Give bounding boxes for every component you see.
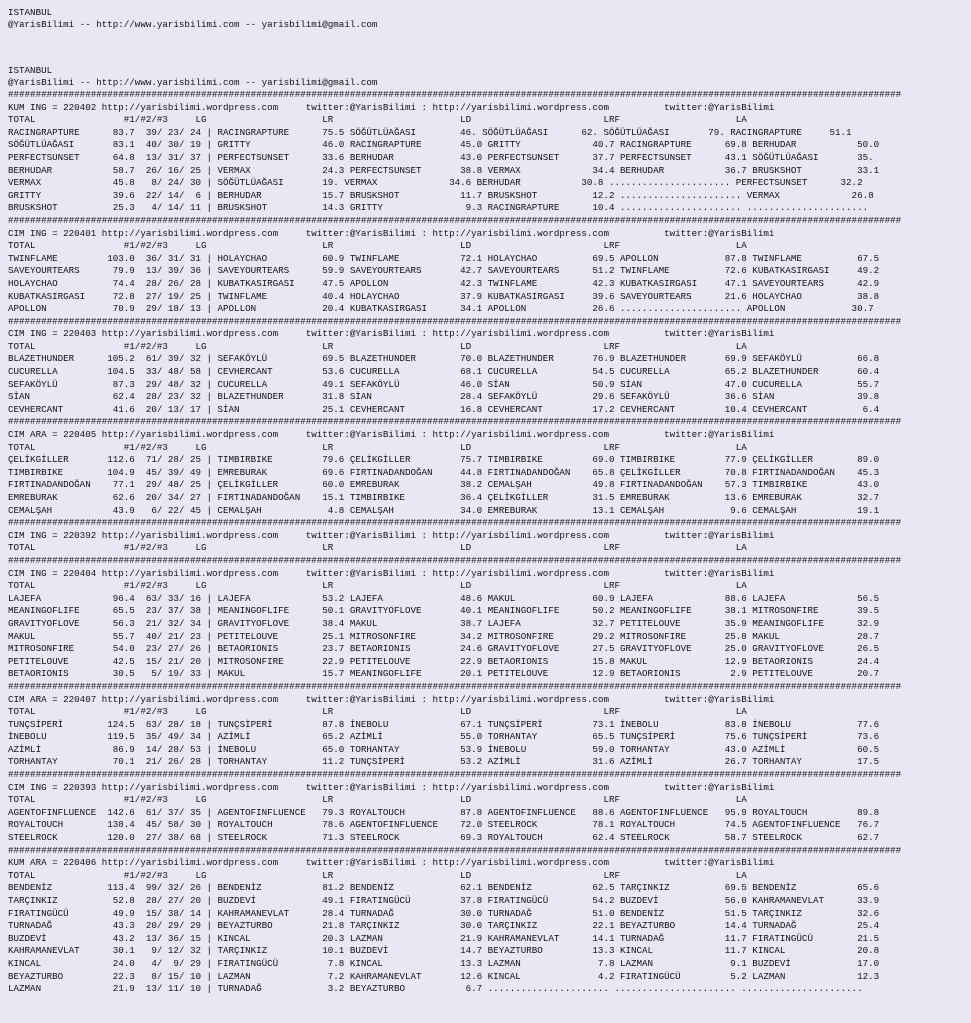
header-contact: @YarisBilimi -- http://www.yarisbilimi.com -- yarisbilimi@gmail.com (8, 77, 378, 88)
header-block-2 (8, 65, 971, 89)
header-contact: @YarisBilimi -- http://www.yarisbilimi.com -- yarisbilimi@gmail.com (8, 19, 378, 30)
header-block-1 (8, 7, 971, 31)
race-report-text: ################################################################################################################################################################## KUM ING = 220402 http://yarisbilimi.wordpress.com twitter:@YarisBilimi : http://yarisbilimi.wordpress.com twitter:@YarisBilimi TOTAL #1/#2/#3 LG LR LD LRF LA RACINGRAPTURE 83.7 39/ 23/ 24 | RACINGRAPTURE 75.5 SÖĞÜTLÜAĞASI 46. SÖĞÜTLÜAĞASI 62. SÖĞÜTLÜAĞASI 79. RACINGRAPTURE 51.1 SÖĞÜTLÜAĞASI 83.1 40/ 30/ 19 | GRITTY 46.0 RACINGRAPTURE 45.0 GRITTY 40.7 RACINGRAPTURE 69.8 BERHUDAR 50.0 PERFECTSUNSET 64.8 13/ 31/ 37 | PERFECTSUNSET 33.6 BERHUDAR 43.0 PERFECTSUNSET 37.7 PERFECTSUNSET 43.1 SÖĞÜTLÜAĞASI 35. BERHUDAR 58.7 26/ 16/ 25 | VERMAX 24.3 PERFECTSUNSET 38.8 VERMAX 34.4 BERHUDAR 36.7 BRUSKSHOT 33.1 VERMAX 45.8 8/ 24/ 30 | SÖĞÜTLÜAĞASI 19. VERMAX 34.6 BERHUDAR 30.8 ...................... PERFECTSUNSET 32.2 GRITTY 39.6 22/ 14/ 6 | BERHUDAR 15.7 BRUSKSHOT 11.7 BRUSKSHOT 12.2 ...................... VERMAX 26.8 BRUSKSHOT 25.3 4/ 14/ 11 | BRUSKSHOT 14.3 GRITTY 9.3 RACINGRAPTURE 10.4 ...................... ...................... ################################################################################################################################################################## CIM ING = 220401 http://yarisbilimi.wordpress.com twitter:@YarisBilimi : http://yarisbilimi.wordpress.com twitter:@YarisBilimi TOTAL #1/#2/#3 LG LR LD LRF LA TWINFLAME 103.0 36/ 31/ 31 | HOLAYCHAO 60.9 TWINFLAME 72.1 HOLAYCHAO 69.5 APOLLON 87.8 TWINFLAME 67.5 SAVEYOURTEARS 79.9 13/ 39/ 36 | SAVEYOURTEARS 59.9 SAVEYOURTEARS 42.7 SAVEYOURTEARS 51.2 TWINFLAME 72.6 KUBATKASIRGASI 49.2 HOLAYCHAO 74.4 28/ 26/ 28 | KUBATKASIRGASI 47.5 APOLLON 42.3 TWINFLAME 42.3 KUBATKASIRGASI 47.1 SAVEYOURTEARS 42.9 KUBATKASIRGASI 72.8 27/ 19/ 25 | TWINFLAME 40.4 HOLAYCHAO 37.9 KUBATKASIRGASI 39.6 SAVEYOURTEARS 21.6 HOLAYCHAO 38.8 APOLLON 70.9 29/ 18/ 13 | APOLLON 20.4 KUBATKASIRGASI 34.1 APOLLON 26.6 ...................... APOLLON 30.7 ################################################################################################################################################################## CIM ING = 220403 http://yarisbilimi.wordpress.com twitter:@YarisBilimi : http://yarisbilimi.wordpress.com twitter:@YarisBilimi TOTAL #1/#2/#3 LG LR LD LRF LA BLAZETHUNDER 105.2 61/ 39/ 32 | SEFAKÖYLÜ 69.5 BLAZETHUNDER 70.0 BLAZETHUNDER 76.9 BLAZETHUNDER 69.9 SEFAKÖYLÜ 66.8 CUCURELLA 104.5 33/ 48/ 58 | CEVHERCANT 53.6 CUCURELLA 68.1 CUCURELLA 54.5 CUCURELLA 65.2 BLAZETHUNDER 60.4 SEFAKÖYLÜ 87.3 29/ 48/ 32 | CUCURELLA 49.1 SEFAKÖYLÜ 46.0 SİAN 50.9 SİAN 47.0 CUCURELLA 55.7 SİAN 62.4 28/ 23/ 32 | BLAZETHUNDER 31.8 SİAN 28.4 SEFAKÖYLÜ 29.6 SEFAKÖYLÜ 36.6 SİAN 39.8 CEVHERCANT 41.6 20/ 13/ 17 | SİAN 25.1 CEVHERCANT 16.8 CEVHERCANT 17.2 CEVHERCANT 10.4 CEVHERCANT 6.4 ################################################################################################################################################################## CIM ARA = 220405 http://yarisbilimi.wordpress.com twitter:@YarisBilimi : http://yarisbilimi.wordpress.com twitter:@YarisBilimi TOTAL #1/#2/#3 LG LR LD LRF LA ÇELİKGİLLER 112.6 71/ 28/ 25 | TIMBIRBIKE 79.6 ÇELİKGİLLER 75.7 TIMBIRBIKE 69.0 TIMBIRBIKE 77.9 ÇELİKGİLLER 89.0 TIMBIRBIKE 104.9 45/ 39/ 49 | EMREBURAK 69.6 FIRTINADANDOĞAN 44.8 FIRTINADANDOĞAN 65.8 ÇELİKGİLLER 70.8 FIRTINADANDOĞAN 45.3 FIRTINADANDOĞAN 77.1 29/ 48/ 25 | ÇELİKGİLLER 60.0 EMREBURAK 38.2 CEMALŞAH 49.8 FIRTINADANDOĞAN 57.3 TIMBIRBIKE 43.0 EMREBURAK 62.6 20/ 34/ 27 | FIRTINADANDOĞAN 15.1 TIMBIRBIKE 36.4 ÇELİKGİLLER 31.5 EMREBURAK 13.6 EMREBURAK 32.7 CEMALŞAH 43.9 6/ 22/ 45 | CEMALŞAH 4.8 CEMALŞAH 34.0 EMREBURAK 13.1 CEMALŞAH 9.6 CEMALŞAH 19.1 ################################################################################################################################################################## CIM ING = 220392 http://yarisbilimi.wordpress.com twitter:@YarisBilimi : http://yarisbilimi.wordpress.com twitter:@YarisBilimi TOTAL #1/#2/#3 LG LR LD LRF LA ################################################################################################################################################################## CIM ING = 220404 http://yarisbilimi.wordpress.com twitter:@YarisBilimi : http://yarisbilimi.wordpress.com twitter:@YarisBilimi TOTAL #1/#2/#3 LG LR LD LRF LA LAJEFA 96.4 63/ 33/ 16 | LAJEFA 53.2 LAJEFA 48.6 MAKUL 60.9 LAJEFA 88.6 LAJEFA 56.5 MEANINGOFLIFE 65.5 23/ 37/ 38 | MEANINGOFLIFE 50.1 GRAVITYOFLOVE 40.1 MEANINGOFLIFE 50.2 MEANINGOFLIFE 38.1 MITROSONFIRE 39.5 GRAVITYOFLOVE 56.3 21/ 32/ 34 | GRAVITYOFLOVE 38.4 MAKUL 38.7 LAJEFA 32.7 PETITELOUVE 35.9 MEANINGOFLIFE 32.9 MAKUL 55.7 40/ 21/ 23 | PETITELOUVE 25.1 MITROSONFIRE 34.2 MITROSONFIRE 29.2 MITROSONFIRE 25.8 MAKUL 28.7 MITROSONFIRE 54.0 23/ 27/ 26 | BETAORIONIS 23.7 BETAORIONIS 24.6 GRAVITYOFLOVE 27.5 GRAVITYOFLOVE 25.0 GRAVITYOFLOVE 26.5 PETITELOUVE 42.5 15/ 21/ 20 | MITROSONFIRE 22.9 PETITELOUVE 22.9 BETAORIONIS 15.8 MAKUL 12.9 BETAORIONIS 24.4 BETAORIONIS 30.5 5/ 19/ 33 | MAKUL 15.7 MEANINGOFLIFE 20.1 PETITELOUVE 12.9 BETAORIONIS 2.9 PETITELOUVE 20.7 ################################################################################################################################################################## CIM ARA = 220407 http://yarisbilimi.wordpress.com twitter:@YarisBilimi : http://yarisbilimi.wordpress.com twitter:@YarisBilimi TOTAL #1/#2/#3 LG LR LD LRF LA TUNÇSİPERİ 124.5 63/ 28/ 18 | TUNÇSİPERİ 87.8 İNEBOLU 67.1 TUNÇSİPERİ 73.1 İNEBOLU 83.8 İNEBOLU 77.6 İNEBOLU 119.5 35/ 49/ 34 | AZİMLİ 65.2 AZİMLİ 55.0 TORHANTAY 65.5 TUNÇSİPERİ 75.6 TUNÇSİPERİ 73.6 AZİMLİ 86.9 14/ 28/ 53 | İNEBOLU 65.0 TORHANTAY 53.9 İNEBOLU 59.0 TORHANTAY 43.0 AZİMLİ 60.5 TORHANTAY 70.1 21/ 26/ 28 | TORHANTAY 11.2 TUNÇSİPERİ 53.2 AZİMLİ 31.6 AZİMLİ 26.7 TORHANTAY 17.5 ################################################################################################################################################################## CIM ING = 220393 http://yarisbilimi.wordpress.com twitter:@YarisBilimi : http://yarisbilimi.wordpress.com twitter:@YarisBilimi TOTAL #1/#2/#3 LG LR LD LRF LA AGENTOFINFLUENCE 142.6 61/ 37/ 35 | AGENTOFINFLUENCE 79.3 ROYALTOUCH 87.8 AGENTOFINFLUENCE 88.6 AGENTOFINFLUENCE 95.9 ROYALTOUCH 89.8 ROYALTOUCH 138.4 45/ 58/ 30 | ROYALTOUCH 78.6 AGENTOFINFLUENCE 72.0 STEELROCK 78.1 ROYALTOUCH 74.5 AGENTOFINFLUENCE 76.7 STEELROCK 120.0 27/ 38/ 68 | STEELROCK 71.3 STEELROCK 69.3 ROYALTOUCH 62.4 STEELROCK 58.7 STEELROCK 62.7 ################################################################################################################################################################## KUM ARA = 220406 http://yarisbilimi.wordpress.com twitter:@YarisBilimi : http://yarisbilimi.wordpress.com twitter:@YarisBilimi TOTAL #1/#2/#3 LG LR LD LRF LA BENDENİZ 113.4 99/ 32/ 26 | BENDENİZ 81.2 BENDENİZ 62.1 BENDENİZ 62.5 TARÇINKIZ 69.5 BENDENİZ 65.6 TARÇINKIZ 52.8 28/ 27/ 20 | BUZDEVİ 49.1 FIRATINGÜCÜ 37.8 FIRATINGÜCÜ 54.2 BUZDEVİ 56.0 KAHRAMANEVLAT 33.9 FIRATINGÜCÜ 49.9 15/ 38/ 14 | KAHRAMANEVLAT 28.4 TURNADAĞ 30.0 TURNADAĞ 51.0 BENDENİZ 51.5 TARÇINKIZ 32.6 TURNADAĞ 43.3 20/ 29/ 29 | BEYAZTURBO 21.8 TARÇINKIZ 30.0 TARÇINKIZ 22.1 BEYAZTURBO 14.4 TURNADAĞ 25.4 BUZDEVİ 43.2 13/ 36/ 15 | KINCAL 20.3 LAZMAN 21.9 KAHRAMANEVLAT 14.1 TURNADAĞ 11.7 FIRATINGÜCÜ 21.5 KAHRAMANEVLAT 30.1 9/ 12/ 32 | TARÇINKIZ 10.1 BUZDEVİ 14.7 BEYAZTURBO 13.3 KINCAL 11.7 KINCAL 20.8 KINCAL 24.0 4/ 9/ 29 | FIRATINGÜCÜ 7.8 KINCAL 13.3 LAZMAN 7.8 LAZMAN 9.1 BUZDEVİ 17.0 BEYAZTURBO 22.3 8/ 15/ 10 | LAZMAN 7.2 KAHRAMANEVLAT 12.6 KINCAL 4.2 FIRATINGÜCÜ 5.2 LAZMAN 12.3 LAZMAN 21.9 13/ 11/ 10 | TURNADAĞ 3.2 BEYAZTURBO 6.7 ...................... ...................... ...................... (8, 89, 902, 995)
header-city: ISTANBUL (8, 65, 53, 76)
header-city: ISTANBUL (8, 7, 53, 18)
spacer (8, 31, 971, 65)
